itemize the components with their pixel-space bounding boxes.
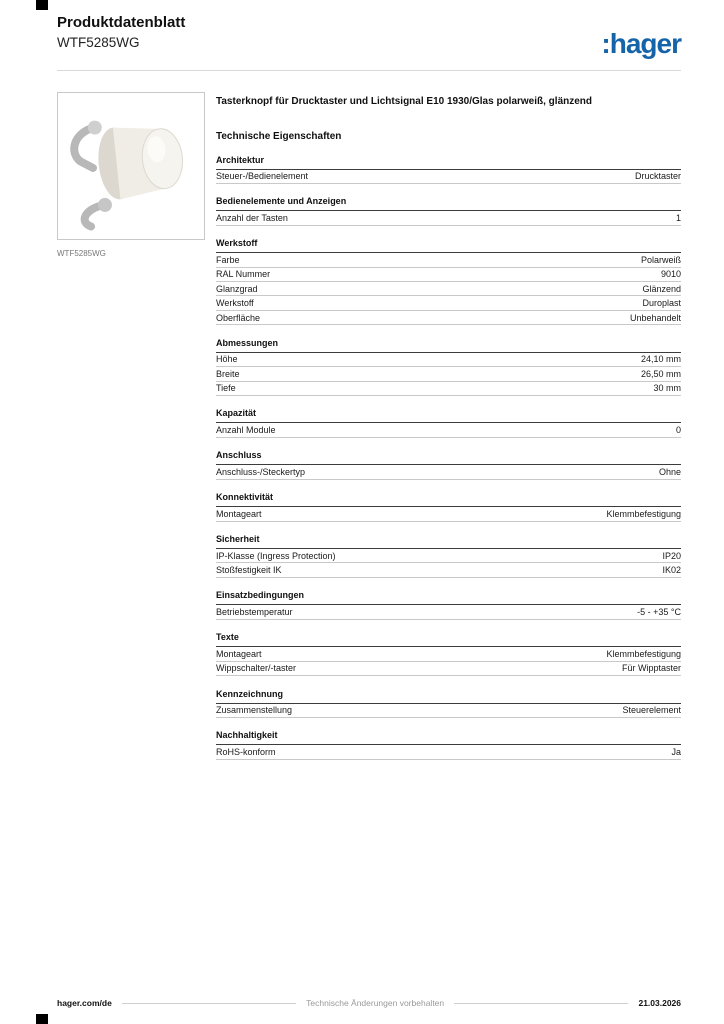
spec-label: Werkstoff (216, 298, 254, 309)
spec-section (216, 590, 681, 619)
header (57, 14, 681, 70)
print-registration-mark-bottom (36, 1014, 48, 1024)
spec-label: Anzahl Module (216, 425, 276, 436)
spec-section (216, 155, 681, 184)
spec-section-title: Kennzeichnung (216, 689, 681, 704)
product-image-column (57, 92, 205, 760)
spec-value: Ja (671, 747, 681, 758)
spec-row (216, 253, 681, 267)
spec-value: 0 (675, 425, 681, 436)
spec-value: 1 (675, 213, 681, 224)
hager-logo: :hager (601, 28, 681, 59)
footer-divider-right (454, 1003, 628, 1004)
spec-label: Breite (216, 368, 240, 379)
spec-section (216, 408, 681, 437)
spec-value: Duroplast (642, 298, 681, 309)
spec-label: Höhe (216, 354, 238, 365)
spec-row (216, 507, 681, 521)
spec-row (216, 268, 681, 282)
spec-value: Glänzend (642, 283, 681, 294)
spec-section (216, 632, 681, 676)
product-title: Tasterknopf für Drucktaster und Lichtsignal E10 1930/Glas polarweiß, glänzend (216, 96, 593, 107)
spec-value: Klemmbefestigung (606, 508, 681, 519)
footer (57, 998, 681, 1008)
spec-value: Ohne (658, 466, 681, 477)
spec-section (216, 689, 681, 718)
footer-date: 21.03.2026 (638, 998, 682, 1008)
spec-label: Montageart (216, 508, 262, 519)
spec-section (216, 196, 681, 225)
footer-divider-left (122, 1003, 296, 1004)
footer-disclaimer: Technische Änderungen vorbehalten (306, 998, 445, 1008)
spec-row (216, 311, 681, 325)
spec-section-title: Texte (216, 632, 681, 647)
spec-section-title: Abmessungen (216, 338, 681, 353)
document-type-title: Produktdatenblatt (57, 14, 186, 31)
spec-label: Zusammenstellung (216, 705, 293, 716)
spec-value: Unbehandelt (629, 312, 681, 323)
spec-label: Steuer-/Bedienelement (216, 171, 309, 182)
spec-section-title: Konnektivität (216, 492, 681, 507)
spec-label: Anzahl der Tasten (216, 213, 288, 224)
main-content (57, 92, 681, 760)
spec-row (216, 563, 681, 577)
spec-row (216, 704, 681, 718)
spec-section (216, 450, 681, 479)
spec-label: Oberfläche (216, 312, 261, 323)
spec-section-title: Architektur (216, 155, 681, 170)
spec-row (216, 296, 681, 310)
spec-row (216, 549, 681, 563)
print-registration-mark-top (36, 0, 48, 10)
spec-label: Anschluss-/Steckertyp (216, 466, 306, 477)
spec-section-title: Nachhaltigkeit (216, 730, 681, 745)
spec-section-title: Bedienelemente und Anzeigen (216, 196, 681, 211)
spec-row (216, 605, 681, 619)
product-reference: WTF5285WG (57, 35, 140, 50)
spec-section (216, 238, 681, 325)
spec-label: Stoßfestigkeit IK (216, 565, 282, 576)
spec-value: IP20 (662, 550, 681, 561)
spec-section-title: Werkstoff (216, 238, 681, 253)
spec-section (216, 730, 681, 759)
technical-properties-heading: Technische Eigenschaften (216, 131, 342, 142)
spec-value: 24,10 mm (640, 354, 681, 365)
spec-row (216, 211, 681, 225)
spec-section (216, 534, 681, 578)
spec-row (216, 423, 681, 437)
spec-label: RoHS-konform (216, 747, 276, 758)
spec-row (216, 647, 681, 661)
spec-label: Wippschalter/-taster (216, 663, 297, 674)
product-image-frame (57, 92, 205, 240)
spec-value: Drucktaster (634, 171, 681, 182)
spec-row (216, 382, 681, 396)
spec-value: -5 - +35 °C (637, 607, 681, 618)
spec-row (216, 282, 681, 296)
spec-row (216, 465, 681, 479)
spec-row (216, 745, 681, 759)
spec-section-title: Einsatzbedingungen (216, 590, 681, 605)
spec-section-title: Sicherheit (216, 534, 681, 549)
spec-value: 9010 (660, 269, 681, 280)
footer-website: hager.com/de (57, 998, 112, 1008)
spec-value: Klemmbefestigung (606, 648, 681, 659)
spec-label: Betriebstemperatur (216, 607, 293, 618)
spec-value: 30 mm (653, 383, 681, 394)
header-divider (57, 70, 681, 71)
spec-section-title: Kapazität (216, 408, 681, 423)
spec-value: IK02 (662, 565, 681, 576)
spec-label: Tiefe (216, 383, 236, 394)
spec-row (216, 662, 681, 676)
spec-value: Polarweiß (640, 254, 681, 265)
spec-label: Farbe (216, 254, 240, 265)
spec-value: Für Wipptaster (621, 663, 681, 674)
spec-row (216, 367, 681, 381)
spec-value: 26,50 mm (640, 368, 681, 379)
spec-label: IP-Klasse (Ingress Protection) (216, 550, 336, 561)
spec-sections (216, 155, 681, 760)
spec-section (216, 338, 681, 396)
spec-section (216, 492, 681, 521)
spec-label: RAL Nummer (216, 269, 271, 280)
specifications-column (216, 92, 681, 760)
spec-value: Steuerelement (622, 705, 681, 716)
spec-section-title: Anschluss (216, 450, 681, 465)
spec-row (216, 170, 681, 184)
spec-label: Montageart (216, 648, 262, 659)
spec-label: Glanzgrad (216, 283, 258, 294)
product-image-caption: WTF5285WG (57, 249, 106, 258)
product-image (59, 94, 203, 238)
spec-row (216, 353, 681, 367)
